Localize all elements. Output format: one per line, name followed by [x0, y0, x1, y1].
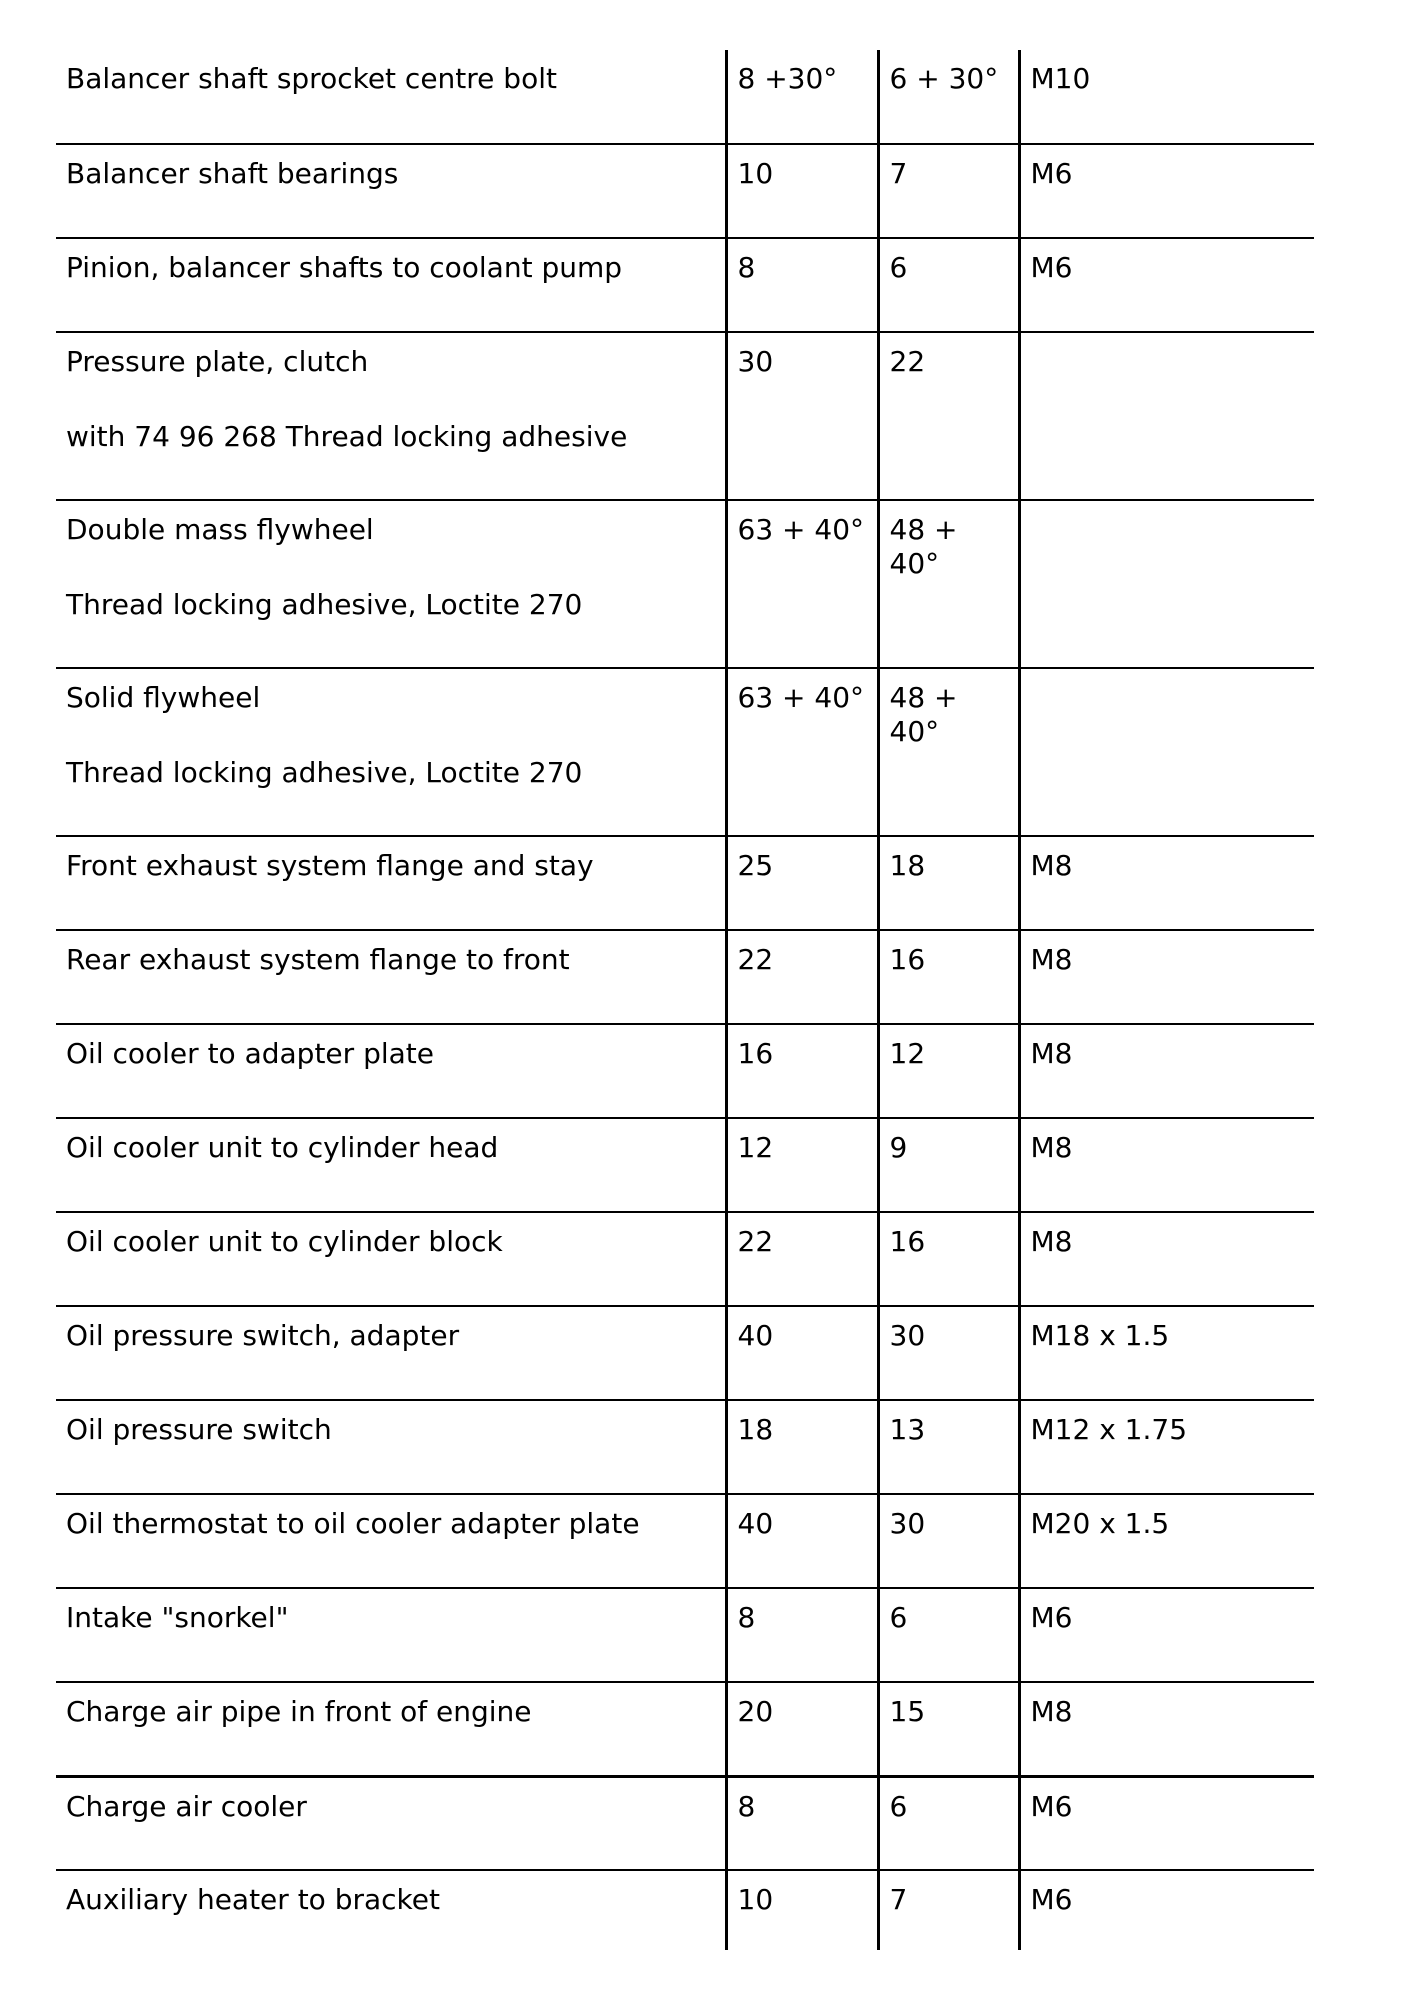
thread-cell: M8 — [1019, 930, 1314, 1024]
description-cell: Front exhaust system flange and stay — [56, 836, 726, 930]
description-cell: Balancer shaft sprocket centre bolt — [56, 50, 726, 144]
torque-nm-cell: 8 +30° — [726, 50, 878, 144]
table-row — [56, 1870, 1314, 1950]
torque-lbf-cell: 16 — [878, 930, 1019, 1024]
table-row — [56, 1682, 1314, 1776]
table-row — [56, 1024, 1314, 1118]
description-cell: Oil cooler unit to cylinder head — [56, 1118, 726, 1212]
torque-nm-cell: 12 — [726, 1118, 878, 1212]
description-note: Thread locking adhesive, Loctite 270 — [66, 588, 583, 621]
torque-lbf-cell: 7 — [878, 144, 1019, 238]
torque-nm-cell: 10 — [726, 144, 878, 238]
torque-spec-table — [56, 50, 1314, 1950]
description-cell — [56, 332, 726, 500]
table-row — [56, 1588, 1314, 1682]
description-cell: Balancer shaft bearings — [56, 144, 726, 238]
torque-lbf-cell: 30 — [878, 1306, 1019, 1400]
thread-cell: M8 — [1019, 1118, 1314, 1212]
torque-lbf-cell: 9 — [878, 1118, 1019, 1212]
thread-cell: M8 — [1019, 1212, 1314, 1306]
thread-cell: M8 — [1019, 1024, 1314, 1118]
torque-lbf-cell: 30 — [878, 1494, 1019, 1588]
torque-lbf-cell: 6 — [878, 1588, 1019, 1682]
thread-cell: M6 — [1019, 1870, 1314, 1950]
thread-cell: M18 x 1.5 — [1019, 1306, 1314, 1400]
torque-nm-cell: 22 — [726, 930, 878, 1024]
torque-nm-cell: 8 — [726, 238, 878, 332]
torque-nm-cell: 63 + 40° — [726, 500, 878, 668]
table-row — [56, 1212, 1314, 1306]
table-row — [56, 1400, 1314, 1494]
description-cell: Auxiliary heater to bracket — [66, 1883, 440, 1916]
thread-cell: M8 — [1019, 836, 1314, 930]
thread-cell: M6 — [1019, 1588, 1314, 1682]
description-cell: Pinion, balancer shafts to coolant pump — [56, 238, 726, 332]
torque-lbf-cell: 22 — [878, 332, 1019, 500]
thread-cell — [1019, 500, 1314, 668]
description-cell: Oil pressure switch, adapter — [56, 1306, 726, 1400]
torque-nm-cell: 40 — [726, 1494, 878, 1588]
description-cell: Oil cooler to adapter plate — [56, 1024, 726, 1118]
torque-lbf-cell: 6 + 30° — [878, 50, 1019, 144]
table-row — [56, 332, 1314, 500]
description-cell: Oil pressure switch — [56, 1400, 726, 1494]
table-row — [56, 1306, 1314, 1400]
description-text: Pressure plate, clutch — [66, 345, 369, 378]
thread-cell: M6 — [1019, 238, 1314, 332]
thread-cell — [1019, 332, 1314, 500]
torque-lbf-cell: 16 — [878, 1212, 1019, 1306]
torque-nm-cell: 18 — [726, 1400, 878, 1494]
thread-cell — [1019, 668, 1314, 836]
thread-cell: M10 — [1019, 50, 1314, 144]
torque-nm-cell: 63 + 40° — [726, 668, 878, 836]
torque-nm-cell: 8 — [726, 1776, 878, 1870]
description-cell — [56, 500, 726, 668]
table-row — [56, 1118, 1314, 1212]
torque-nm-cell: 40 — [726, 1306, 878, 1400]
table-row — [56, 50, 1314, 144]
thread-cell: M6 — [1019, 144, 1314, 238]
table-row — [56, 836, 1314, 930]
torque-nm-cell: 20 — [726, 1682, 878, 1776]
torque-nm-cell: 10 — [726, 1870, 878, 1950]
torque-lbf-cell: 12 — [878, 1024, 1019, 1118]
description-cell: Oil cooler unit to cylinder block — [56, 1212, 726, 1306]
description-cell: Oil thermostat to oil cooler adapter plate — [56, 1494, 726, 1588]
torque-nm-cell: 8 — [726, 1588, 878, 1682]
thread-cell: M12 x 1.75 — [1019, 1400, 1314, 1494]
table-row — [56, 1494, 1314, 1588]
description-text: Double mass flywheel — [66, 513, 374, 546]
torque-lbf-cell: 6 — [878, 1776, 1019, 1870]
description-note: Thread locking adhesive, Loctite 270 — [66, 756, 583, 789]
description-cell: Rear exhaust system flange to front — [56, 930, 726, 1024]
torque-lbf-cell: 13 — [878, 1400, 1019, 1494]
table-row — [56, 238, 1314, 332]
table-row — [56, 500, 1314, 668]
torque-nm-cell: 16 — [726, 1024, 878, 1118]
torque-lbf-cell: 15 — [878, 1682, 1019, 1776]
torque-nm-cell: 25 — [726, 836, 878, 930]
thread-cell: M20 x 1.5 — [1019, 1494, 1314, 1588]
table-row — [56, 930, 1314, 1024]
torque-nm-cell: 30 — [726, 332, 878, 500]
thread-cell: M6 — [1019, 1776, 1314, 1870]
description-cell: Charge air pipe in front of engine — [56, 1682, 726, 1776]
torque-lbf-cell: 48 + 40° — [878, 668, 1019, 836]
thread-cell: M8 — [1019, 1682, 1314, 1776]
table-row — [56, 1776, 1314, 1870]
torque-lbf-cell: 18 — [878, 836, 1019, 930]
description-cell: Intake "snorkel" — [56, 1588, 726, 1682]
torque-nm-cell: 22 — [726, 1212, 878, 1306]
table-row — [56, 144, 1314, 238]
description-cell: Charge air cooler — [56, 1776, 726, 1870]
description-note: with 74 96 268 Thread locking adhesive — [66, 420, 628, 453]
torque-lbf-cell: 48 + 40° — [878, 500, 1019, 668]
torque-lbf-cell: 7 — [878, 1870, 1019, 1950]
description-cell — [56, 668, 726, 836]
description-text: Solid flywheel — [66, 681, 261, 714]
table-row — [56, 668, 1314, 836]
torque-lbf-cell: 6 — [878, 238, 1019, 332]
